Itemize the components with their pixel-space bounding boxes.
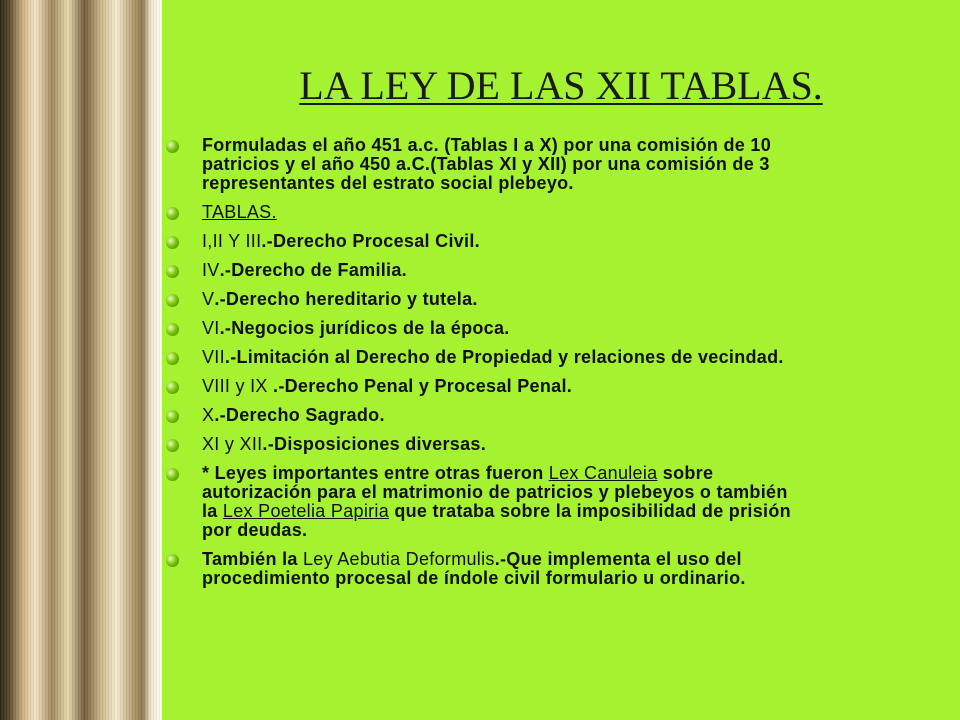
table-number: VIII y IX: [202, 376, 268, 396]
table-number: V: [202, 289, 215, 309]
decorative-side-panel: [0, 0, 162, 720]
table-number: XI y XII: [202, 434, 263, 454]
bullet-icon: [166, 323, 179, 336]
aebutia-bullet: [166, 550, 796, 588]
bullet-icon: [166, 140, 179, 153]
table-description: .-Derecho de Familia.: [219, 260, 407, 280]
intro-text: Formuladas el año 451 a.c. (Tablas I a X) por una comisión de 10 patricios y el año 450 a.C.(Tablas XI y XII) por una comisión de 3 representantes del estrato social plebeyo.: [202, 135, 772, 193]
table-bullet: [166, 290, 796, 309]
table-description: .-Derecho hereditario y tutela.: [214, 289, 478, 309]
table-description: .-Limitación al Derecho de Propiedad y relaciones de vecindad.: [224, 347, 784, 367]
bullet-icon: [166, 468, 179, 481]
table-description: .-Derecho Procesal Civil.: [261, 231, 480, 251]
aebutia-text-1: También la: [202, 549, 303, 569]
table-description: .-Negocios jurídicos de la época.: [219, 318, 510, 338]
ley-aebutia-name: Ley Aebutia Deformulis: [303, 549, 495, 569]
bullet-icon: [166, 265, 179, 278]
table-number: VII: [202, 347, 225, 367]
bullet-icon: [166, 236, 179, 249]
slide-title: LA LEY DE LAS XII TABLAS.: [299, 63, 823, 108]
bullet-icon: [166, 439, 179, 452]
bullet-icon: [166, 294, 179, 307]
tablas-heading: TABLAS.: [202, 202, 277, 222]
tablas-heading-bullet: [166, 203, 796, 222]
bullet-icon: [166, 381, 179, 394]
table-description: .-Disposiciones diversas.: [262, 434, 487, 454]
aebutia-text-2: .-Que implementa el uso del procedimiento procesal de índole civil formulario u ordinario.: [202, 549, 746, 588]
laws-bullet: [166, 464, 796, 540]
laws-text-1: * Leyes importantes entre otras fueron: [202, 463, 549, 483]
lex-canuleia-link[interactable]: Lex Canuleia: [548, 463, 658, 483]
table-bullet: [166, 232, 796, 251]
laws-text-3: que trataba sobre la imposibilidad de prisión por deudas.: [202, 501, 791, 540]
table-number: IV: [202, 260, 220, 280]
table-bullet: [166, 348, 796, 367]
table-bullet: [166, 406, 796, 425]
bullet-icon: [166, 554, 179, 567]
table-bullet: [166, 435, 796, 454]
lex-poetelia-papiria-link[interactable]: Lex Poetelia Papiria: [222, 501, 390, 521]
table-number: X: [202, 405, 215, 425]
table-description: .-Derecho Penal y Procesal Penal.: [267, 376, 573, 396]
bullet-icon: [166, 352, 179, 365]
bullet-list: [166, 136, 796, 598]
table-number: VI: [202, 318, 220, 338]
table-bullet: [166, 319, 796, 338]
laws-text-2: sobre autorización para el matrimonio de patricios y plebeyos o también la: [202, 463, 788, 521]
bullet-icon: [166, 410, 179, 423]
table-bullet: [166, 261, 796, 280]
table-number: I,II Y III: [202, 231, 262, 251]
bullet-icon: [166, 207, 179, 220]
table-description: .-Derecho Sagrado.: [214, 405, 385, 425]
table-bullet: [166, 377, 796, 396]
intro-bullet: [166, 136, 796, 193]
